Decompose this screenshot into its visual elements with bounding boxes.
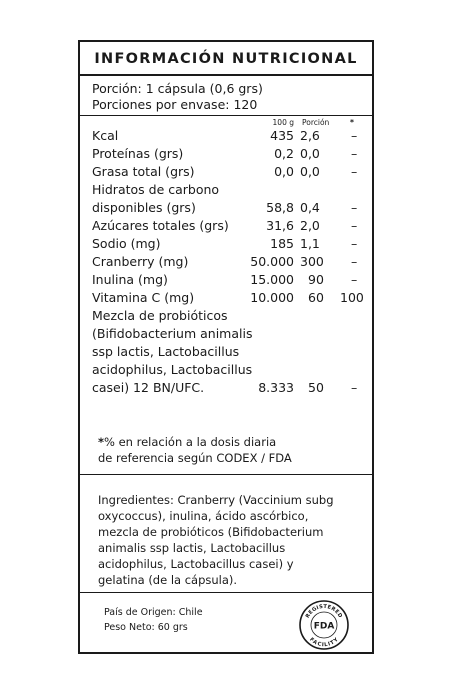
label-title: INFORMACIÓN NUTRICIONAL xyxy=(80,42,372,76)
row-probiotics-name-line4: acidophilus, Lactobacillus xyxy=(92,362,253,377)
row-kcal-name: Kcal xyxy=(92,128,119,143)
row-carbs-name-line1: Hidratos de carbono xyxy=(92,182,220,197)
col-header-serving: Porción xyxy=(302,118,330,127)
origin-info xyxy=(104,605,203,635)
col-header-100g: 100 g xyxy=(272,118,294,127)
row-sodium-serving: 1,1 xyxy=(300,236,320,251)
row-fat-name: Grasa total (grs) xyxy=(92,164,195,179)
row-cranberry-name: Cranberry (mg) xyxy=(92,254,189,269)
row-fat-100g: 0,0 xyxy=(274,164,294,179)
serving-info xyxy=(92,81,263,113)
ingredients-line: oxycoccus), inulina, ácido ascórbico, xyxy=(98,509,309,523)
row-carbs-100g: 58,8 xyxy=(266,200,294,215)
row-fat-dv: – xyxy=(351,164,358,179)
row-cranberry-serving: 300 xyxy=(300,254,324,269)
row-fat-serving: 0,0 xyxy=(300,164,320,179)
row-inulin-name: Inulina (mg) xyxy=(92,272,168,287)
ingredients-line: Ingredientes: Cranberry (Vaccinium subg xyxy=(98,493,334,507)
net-weight: Peso Neto: 60 grs xyxy=(104,622,188,633)
row-vitc-100g: 10.000 xyxy=(250,290,294,305)
row-vitc-dv: 100 xyxy=(340,290,364,305)
row-sugars-name: Azúcares totales (grs) xyxy=(92,218,229,233)
badge-center-text: FDA xyxy=(313,621,335,632)
row-sugars-dv: – xyxy=(351,218,358,233)
ingredients-line: acidophilus, Lactobacillus casei) y xyxy=(98,557,294,571)
row-protein-dv: – xyxy=(351,146,358,161)
row-inulin-dv: – xyxy=(351,272,358,287)
row-cranberry-100g: 50.000 xyxy=(250,254,294,269)
row-kcal-serving: 2,6 xyxy=(300,128,320,143)
row-probiotics-serving: 50 xyxy=(308,380,324,395)
col-header-daily-value: * xyxy=(350,118,354,127)
serving-size: Porción: 1 cápsula (0,6 grs) xyxy=(92,81,263,96)
country-of-origin: País de Origen: Chile xyxy=(104,607,203,618)
row-inulin-serving: 90 xyxy=(308,272,324,287)
fda-registered-facility-badge xyxy=(299,600,349,650)
badge-bottom-text: FACILITY xyxy=(308,636,340,649)
row-vitc-serving: 60 xyxy=(308,290,324,305)
row-sugars-100g: 31,6 xyxy=(266,218,294,233)
row-probiotics-name-line3: ssp lactis, Lactobacillus xyxy=(92,344,240,359)
row-carbs-dv: – xyxy=(351,200,358,215)
row-carbs-name: disponibles (grs) xyxy=(92,200,196,215)
footnote-line2: de referencia según CODEX / FDA xyxy=(98,451,292,465)
daily-value-footnote xyxy=(98,434,358,466)
row-sodium-name: Sodio (mg) xyxy=(92,236,161,251)
row-cranberry-dv: – xyxy=(351,254,358,269)
footnote-star: * xyxy=(98,435,105,449)
badge-top-text: REGISTERED xyxy=(304,603,344,620)
row-protein-name: Proteínas (grs) xyxy=(92,146,184,161)
nutrition-label xyxy=(78,40,374,654)
row-inulin-100g: 15.000 xyxy=(250,272,294,287)
ingredients-line: mezcla de probióticos (Bifidobacterium xyxy=(98,525,324,539)
servings-per-container: Porciones por envase: 120 xyxy=(92,97,258,112)
ingredients xyxy=(98,492,360,588)
row-protein-100g: 0,2 xyxy=(274,146,294,161)
row-probiotics-100g: 8.333 xyxy=(258,380,294,395)
divider xyxy=(80,115,372,116)
divider xyxy=(80,474,372,475)
row-sodium-100g: 185 xyxy=(270,236,294,251)
ingredients-line: animalis ssp lactis, Lactobacillus xyxy=(98,541,286,555)
row-kcal-dv: – xyxy=(351,128,358,143)
row-vitc-name: Vitamina C (mg) xyxy=(92,290,195,305)
row-probiotics-name: casei) 12 BN/UFC. xyxy=(92,380,205,395)
row-sugars-serving: 2,0 xyxy=(300,218,320,233)
divider xyxy=(80,592,372,593)
row-probiotics-name-line1: Mezcla de probióticos xyxy=(92,308,228,323)
row-probiotics-dv: – xyxy=(351,380,358,395)
row-protein-serving: 0,0 xyxy=(300,146,320,161)
row-probiotics-name-line2: (Bifidobacterium animalis xyxy=(92,326,253,341)
row-kcal-100g: 435 xyxy=(270,128,294,143)
row-sodium-dv: – xyxy=(351,236,358,251)
ingredients-line: gelatina (de la cápsula). xyxy=(98,573,238,587)
footnote-line1: % en relación a la dosis diaria xyxy=(104,435,277,449)
row-carbs-serving: 0,4 xyxy=(300,200,320,215)
